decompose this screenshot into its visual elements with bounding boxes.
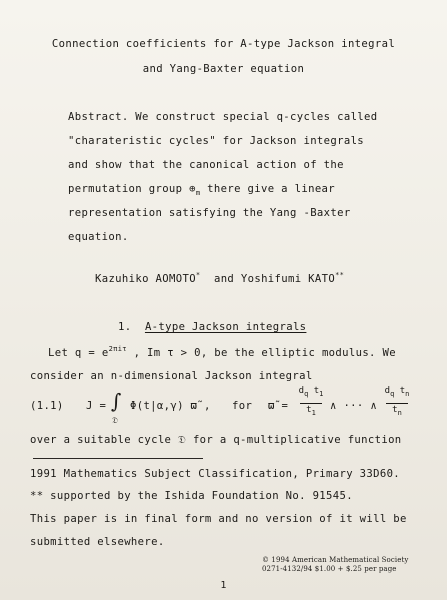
equation-j: J = bbox=[86, 400, 107, 412]
fraction-2-bar bbox=[386, 403, 408, 404]
copyright-line-1: © 1994 American Mathematical Society bbox=[262, 556, 409, 564]
author-2-mark: ** bbox=[335, 271, 345, 279]
body-line-2: consider an n-dimensional Jackson integral bbox=[30, 370, 313, 382]
abstract-line-6: equation. bbox=[68, 231, 129, 243]
footnote-1: 1991 Mathematics Subject Classification, Primary 33D60. bbox=[30, 468, 401, 480]
footnote-rule bbox=[33, 458, 203, 459]
footnote-4: submitted elsewhere. bbox=[30, 536, 165, 548]
fraction-2-numerator: $d_q$ $t_n$ bbox=[384, 386, 410, 398]
abstract-line-3: and show that the canonical action of the bbox=[68, 159, 344, 171]
symmetric-group-symbol: ⊕ bbox=[189, 183, 196, 195]
authors bbox=[95, 271, 344, 285]
body-line-3: over a suitable cycle 𝔇 for a q-multiplicative function bbox=[30, 434, 402, 446]
symmetric-group-subscript: m bbox=[195, 189, 201, 197]
wedge-product: ∧ ··· ∧ bbox=[330, 400, 378, 412]
authors-and: and bbox=[213, 273, 235, 285]
modulus-exponent: 2πiτ bbox=[108, 345, 127, 353]
abstract-line-2: "charateristic cycles" for Jackson integrals bbox=[68, 135, 365, 147]
section-number: 1. bbox=[118, 321, 132, 333]
author-1-mark: * bbox=[195, 271, 201, 279]
body-line-1-start: Let q = e bbox=[48, 347, 109, 359]
abstract-line-4-end: there give a linear bbox=[207, 183, 336, 195]
copyright-line-2: 0271-4132/94 $1.00 + $.25 per page bbox=[262, 565, 397, 573]
title-line-1: Connection coefficients for A-type Jackson integral bbox=[51, 38, 396, 50]
footnote-2: ** supported by the Ishida Foundation No. 91545. bbox=[30, 490, 353, 502]
author-1: Kazuhiko AOMOTO bbox=[95, 273, 196, 285]
section-heading bbox=[118, 321, 306, 333]
page-number: 1 bbox=[220, 580, 227, 591]
author-2: Yoshifumi KATO bbox=[240, 273, 336, 285]
body-line-1-end: , Im τ > 0, be the elliptic modulus. We bbox=[133, 347, 396, 359]
title-line-2: and Yang-Baxter equation bbox=[142, 63, 305, 75]
body-line-1 bbox=[48, 345, 396, 359]
section-title: A-type Jackson integrals bbox=[144, 321, 307, 333]
fraction-1-bar bbox=[300, 403, 322, 404]
abstract-line-5: representation satisfying the Yang -Baxter bbox=[68, 207, 351, 219]
abstract-line-4 bbox=[68, 183, 335, 195]
equation-label: (1.1) bbox=[30, 400, 64, 412]
fraction-1-denominator: $t_1$ bbox=[306, 405, 316, 417]
abstract-line-4-start: permutation group bbox=[68, 183, 183, 195]
integral-sign: ∫ bbox=[111, 389, 122, 413]
integrand: Φ(t|α,γ) ϖ̃ , bbox=[130, 400, 211, 412]
integral-domain: 𝔇 bbox=[112, 416, 119, 425]
fraction-2-denominator: $t_n$ bbox=[392, 405, 402, 417]
abstract-line-1: Abstract. We construct special q-cycles called bbox=[68, 111, 378, 123]
footnote-3: This paper is in final form and no version of it will be bbox=[30, 513, 407, 525]
omega-definition: ϖ̃ = bbox=[268, 400, 289, 412]
fraction-1-numerator: $d_q$ $t_1$ bbox=[298, 386, 324, 398]
equation-for: for bbox=[232, 400, 253, 412]
